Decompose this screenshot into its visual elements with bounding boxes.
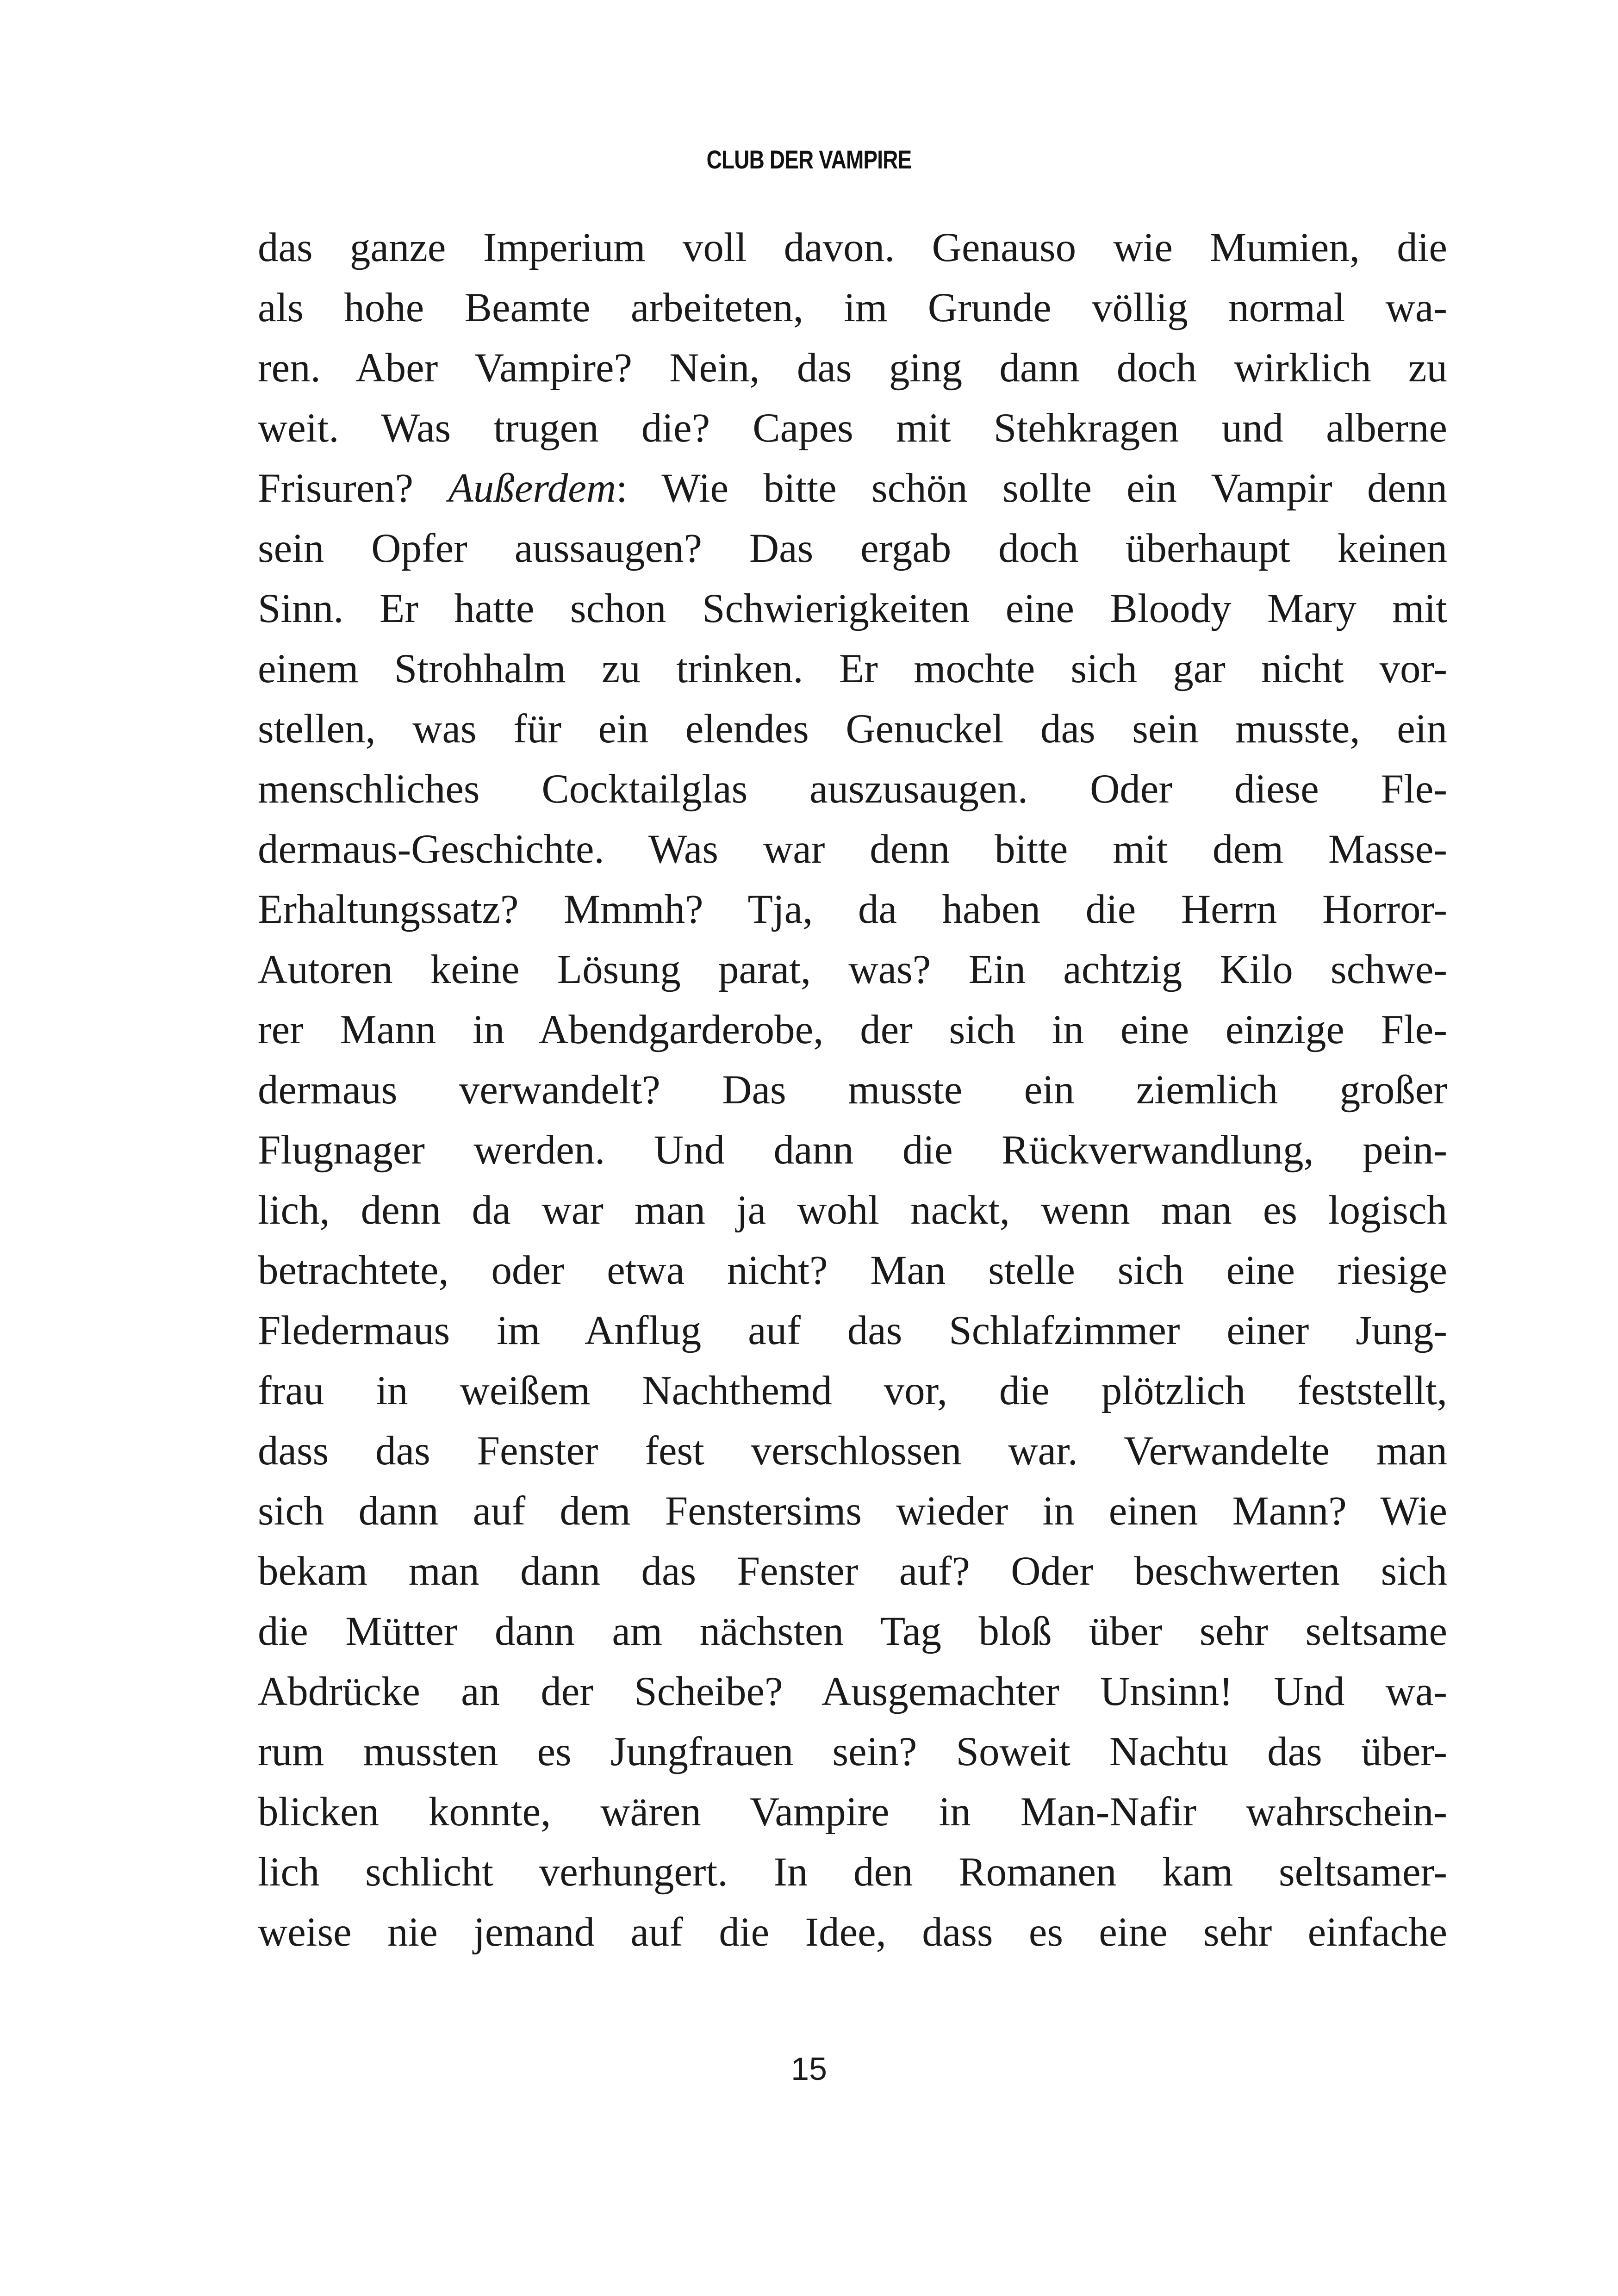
- text-line: dermaus-Geschichte. Was war denn bitte mit dem Masse-: [258, 827, 1447, 872]
- text-line: weise nie jemand auf die Idee, dass es eine sehr einfache: [258, 1910, 1447, 1955]
- text-line: dermaus verwandelt? Das musste ein ziemlich großer: [258, 1067, 1447, 1113]
- text-line: betrachtete, oder etwa nicht? Man stelle sich eine riesige: [258, 1248, 1447, 1293]
- text-line: Flugnager werden. Und dann die Rückverwandlung, pein-: [258, 1127, 1447, 1173]
- text-line: stellen, was für ein elendes Genuckel das sein musste, ein: [258, 706, 1447, 752]
- text-line: als hohe Beamte arbeiteten, im Grunde völlig normal wa-: [258, 285, 1447, 330]
- text-line: Autoren keine Lösung parat, was? Ein achtzig Kilo schwe-: [258, 947, 1447, 992]
- text-line-with-emphasis: [258, 458, 1447, 518]
- text-segment: Frisuren?: [258, 466, 448, 511]
- text-line: frau in weißem Nachthemd vor, die plötzlich feststellt,: [258, 1368, 1447, 1413]
- text-line: Sinn. Er hatte schon Schwierigkeiten eine Bloody Mary mit: [258, 586, 1447, 631]
- text-line: sich dann auf dem Fenstersims wieder in einen Mann? Wie: [258, 1488, 1447, 1534]
- text-line: einem Strohhalm zu trinken. Er mochte sich gar nicht vor-: [258, 646, 1447, 691]
- text-line: Abdrücke an der Scheibe? Ausgemachter Unsinn! Und wa-: [258, 1669, 1447, 1714]
- text-line: ren. Aber Vampire? Nein, das ging dann doch wirklich zu: [258, 345, 1447, 391]
- text-line: das ganze Imperium voll davon. Genauso wie Mumien, die: [258, 225, 1447, 270]
- text-line: weit. Was trugen die? Capes mit Stehkragen und alberne: [258, 405, 1447, 451]
- page-number: 15: [791, 2051, 827, 2087]
- text-line: sein Opfer aussaugen? Das ergab doch überhaupt keinen: [258, 526, 1447, 571]
- body-text: [258, 218, 1447, 1962]
- text-line: blicken konnte, wären Vampire in Man-Nafir wahrschein-: [258, 1789, 1447, 1835]
- text-line: lich, denn da war man ja wohl nackt, wenn man es logisch: [258, 1188, 1447, 1233]
- text-line: menschliches Cocktailglas auszusaugen. Oder diese Fle-: [258, 766, 1447, 812]
- text-line: Erhaltungssatz? Mmmh? Tja, da haben die Herrn Horror-: [258, 887, 1447, 932]
- running-header: CLUB DER VAMPIRE: [706, 145, 912, 174]
- text-line: rum mussten es Jungfrauen sein? Soweit Nachtu das über-: [258, 1729, 1447, 1774]
- text-line: lich schlicht verhungert. In den Romanen kam seltsamer-: [258, 1849, 1447, 1895]
- text-line: die Mütter dann am nächsten Tag bloß über sehr seltsame: [258, 1609, 1447, 1654]
- text-line: rer Mann in Abendgarderobe, der sich in eine einzige Fle-: [258, 1007, 1447, 1052]
- text-line: dass das Fenster fest verschlossen war. Verwandelte man: [258, 1428, 1447, 1474]
- text-line: bekam man dann das Fenster auf? Oder beschwerten sich: [258, 1549, 1447, 1594]
- emphasized-word: Außerdem: [448, 466, 616, 511]
- text-line: Fledermaus im Anflug auf das Schlafzimmer einer Jung-: [258, 1308, 1447, 1353]
- text-segment: : Wie bitte schön sollte ein Vampir denn: [616, 466, 1447, 511]
